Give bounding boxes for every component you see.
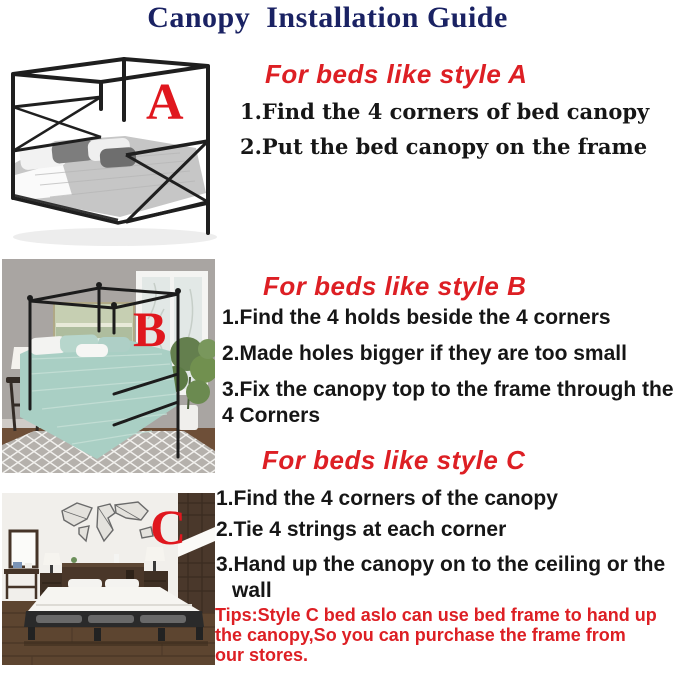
style-a-step-1: 1.Find the 4 corners of bed canopy <box>240 99 650 124</box>
style-a-step-2: 2.Put the bed canopy on the frame <box>240 134 648 159</box>
canopy-bed-bedroom-illustration <box>2 259 215 473</box>
style-c-step-1: 1.Find the 4 corners of the canopy <box>216 487 558 510</box>
style-a-letter-label: A <box>146 74 184 131</box>
style-b-bed-image <box>2 259 215 473</box>
style-b-heading: For beds like style B <box>263 271 527 301</box>
style-c-step-3: 3.Hand up the canopy on to the ceiling or the wall <box>216 553 666 602</box>
tips-line-3: our stores. <box>215 645 309 665</box>
style-c-letter-label: C <box>150 499 187 555</box>
tips-line-2: the canopy,So you can purchase the frame from <box>215 625 626 645</box>
tips-note <box>215 605 679 665</box>
floor-shadow <box>13 228 217 246</box>
canopy-bed-frame-illustration <box>0 45 235 250</box>
style-b-step-1: 1.Find the 4 holds beside the 4 corners <box>222 306 611 329</box>
page-title: Canopy Installation Guide <box>147 1 508 34</box>
style-b-letter-label: B <box>133 301 167 357</box>
style-b-step-3: 3.Fix the canopy top to the frame through the 4 Corners <box>222 378 674 427</box>
style-c-step-2: 2.Tie 4 strings at each corner <box>216 518 507 541</box>
style-b-step-2: 2.Made holes bigger if they are too small <box>222 342 627 365</box>
style-c-heading: For beds like style C <box>262 445 526 475</box>
style-a-heading: For beds like style A <box>265 59 528 89</box>
style-a-bed-image <box>0 45 235 250</box>
tips-line-1: Tips:Style C bed aslo can use bed frame to hand up <box>215 605 657 625</box>
